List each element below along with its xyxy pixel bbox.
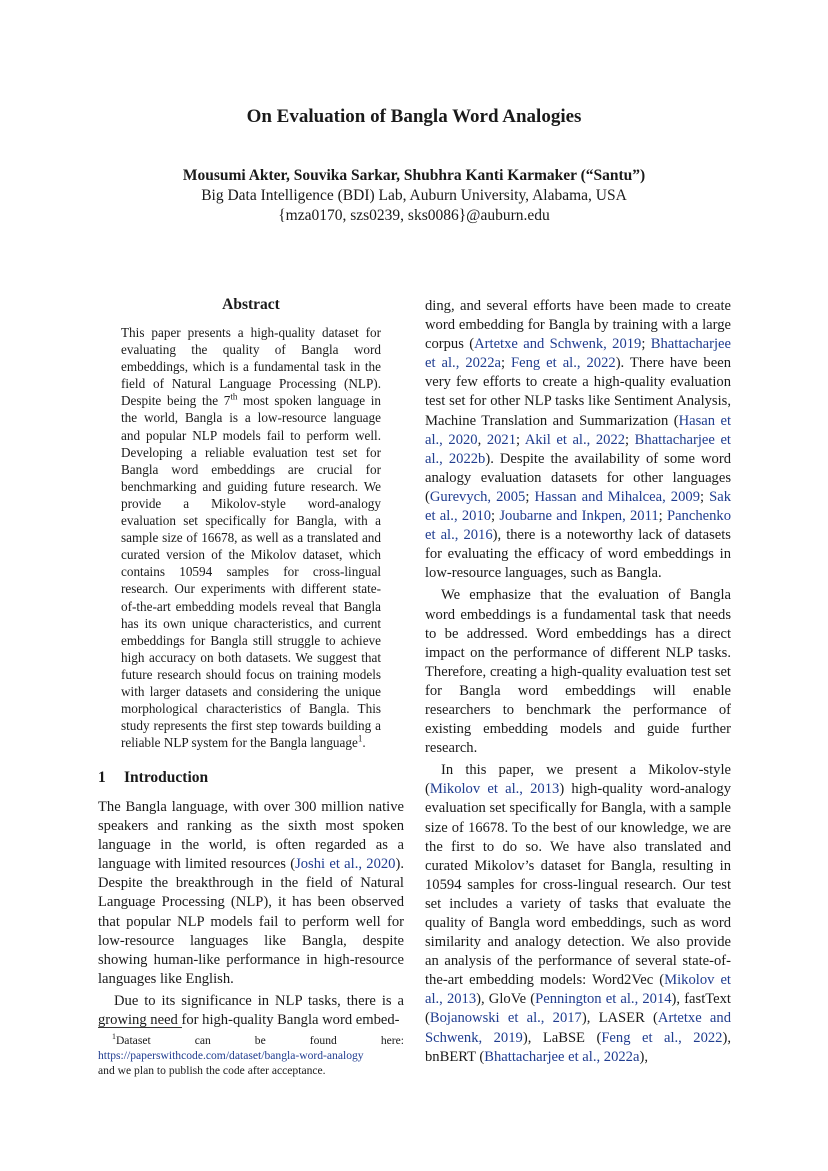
citation-link[interactable]: Mikolov et al., 2013 — [425, 972, 731, 1008]
citation-link[interactable]: Sak et al., 2010 — [425, 488, 732, 525]
citation-link[interactable]: Pennington et al., 2014 — [535, 991, 672, 1008]
citation-link[interactable]: Feng et al., 2022 — [601, 1029, 723, 1046]
author-list: Mousumi Akter, Souvika Sarkar, Shubhra Kanti Karmaker (“Santu”) — [182, 167, 646, 184]
author-emails: {mza0170, szs0239, sks0086}@auburn.edu — [278, 207, 550, 224]
section-title: Introduction — [124, 769, 209, 786]
dataset-url-link[interactable]: https://paperswithcode.com/dataset/bangla-word-analogy — [98, 1049, 364, 1062]
abstract-heading: Abstract — [222, 296, 280, 313]
section-number: 1 — [98, 769, 106, 786]
citation-link[interactable]: Joshi et al., 2020 — [295, 856, 396, 873]
intro-paragraph-4: We emphasize that the evaluation of Bangla word embeddings is a fundamental task that needs to be addressed. Word embeddings has a direct impact on the performance of different NLP tasks. Therefore, creating a high-quality evaluation test set for Bangla word embeddings will enable researchers to benchmark the performance of existing embedding models and guide further research. — [425, 587, 731, 757]
left-column-body — [98, 798, 404, 1030]
citation-link[interactable]: Artetxe and Schwenk, 2019 — [425, 1010, 731, 1046]
section-heading-introduction — [98, 769, 208, 787]
citation-link[interactable]: Hassan and Mihalcea, 2009 — [534, 488, 700, 505]
affiliation: Big Data Intelligence (BDI) Lab, Auburn University, Alabama, USA — [201, 187, 627, 204]
citation-link[interactable]: Panchenko et al., 2016 — [425, 508, 731, 544]
intro-paragraph-5: In this paper, we present a Mikolov-style (Mikolov et al., 2013) high-quality word-analogy evaluation set specifically for Bangla, with a sample size of 16678. To the best of our knowledge, we are the first to do so. We have also translated and curated Mikolov’s dataset for Bangla, resulting in 10594 samples for cross-lingual research. Our test set includes a variety of tasks that evaluate the quality of Bangla word embeddings, such as word similarity and analogy detection. We also provide an analysis of the performance of several state-of-the-art embedding models: Word2Vec (Mikolov et al., 2013), GloVe (Pennington et al., 2014), fastText (Bojanowski et al., 2017), LASER (Artetxe and Schwenk, 2019), LaBSE (Feng et al., 2022), bnBERT (Bhattacharjee et al., 2022a), — [425, 762, 731, 1065]
citation-link[interactable]: Joubarne and Inkpen, 2011 — [499, 508, 659, 525]
citation-link[interactable]: Artetxe and Schwenk, 2019 — [474, 336, 642, 353]
abstract-body: This paper presents a high-quality dataset for evaluating the quality of Bangla word embeddings, which is a fundamental task in the field of Natural Language Processing (NLP). Despite being the 7th most spoken language in the world, Bangla is a low-resource language and popular NLP models fail to perform well. Developing a reliable evaluation test set for Bangla word embeddings are crucial for benchmarking and guiding future research. We provide a Mikolov-style word-analogy evaluation set specifically for Bangla, with a sample size of 16678, as well as a translated and curated version of the Mikolov dataset, which contains 10594 samples for cross-lingual research. Our experiments with different state-of-the-art embedding models reveal that Bangla has its own unique characteristics, and current embeddings for Bangla still struggle to achieve high accuracy on both datasets. We suggest that future research should focus on training models with larger datasets and considering the unique morphological characteristics of Bangla. This study represents the first step towards building a reliable NLP system for the Bangla language$^1$. — [121, 325, 381, 751]
citation-link[interactable]: Mikolov et al., 2013 — [429, 781, 560, 798]
citation-link[interactable]: 2021 — [486, 431, 516, 448]
right-column-body — [425, 297, 731, 1067]
citation-link[interactable]: Akil et al., 2022 — [524, 431, 626, 448]
citation-link[interactable]: Bhattacharjee et al., 2022a — [484, 1048, 640, 1065]
citation-link[interactable]: Gurevych, 2005 — [429, 488, 526, 505]
citation-link[interactable]: Hasan et al., 2020 — [425, 412, 731, 448]
citation-link[interactable]: Bhattacharjee et al., 2022b — [425, 431, 731, 467]
intro-paragraph-2: Due to its significance in NLP tasks, there is a growing need for high-quality Bangla word embed- — [98, 992, 404, 1029]
footnote-divider — [98, 1027, 182, 1028]
citation-link[interactable]: Feng et al., 2022 — [511, 355, 616, 372]
footnote: $^1$Dataset can be found here: https://paperswithcode.com/dataset/bangla-word-analogy and we plan to publish the code after acceptance. — [98, 1032, 404, 1077]
intro-paragraph-3: ding, and several efforts have been made to create word embedding for Bangla by training with a large corpus (Artetxe and Schwenk, 2019; Bhattacharjee et al., 2022a; Feng et al., 2022). There have been very few efforts to create a high-quality evaluation test set for other NLP tasks like Sentiment Analysis, Machine Translation and Summarization (Hasan et al., 2020, 2021; Akil et al., 2022; Bhattacharjee et al., 2022b). Despite the availability of some word analogy evaluation datasets for other languages (Gurevych, 2005; Hassan and Mihalcea, 2009; Sak et al., 2010; Joubarne and Inkpen, 2011; Panchenko et al., 2016), there is a noteworthy lack of datasets for evaluating the efficacy of word embeddings in low-resource languages, such as Bangla. — [425, 298, 732, 582]
footnote-marker[interactable]: 1 — [357, 733, 363, 744]
citation-link[interactable]: Bojanowski et al., 2017 — [429, 1010, 582, 1027]
intro-paragraph-1: The Bangla language, with over 300 million native speakers and ranking as the sixth most spoken language in the world, is often regarded as a language with limited resources (Joshi et al., 2020). Despite the breakthrough in the field of Natural Language Processing (NLP), it has been observed that popular NLP models fail to perform well for low-resource languages like Bangla, despite showing human-like performance in high-resource languages like English. — [98, 799, 404, 987]
paper-title: On Evaluation of Bangla Word Analogies — [246, 106, 582, 127]
citation-link[interactable]: Bhattacharjee et al., 2022a — [425, 336, 731, 372]
